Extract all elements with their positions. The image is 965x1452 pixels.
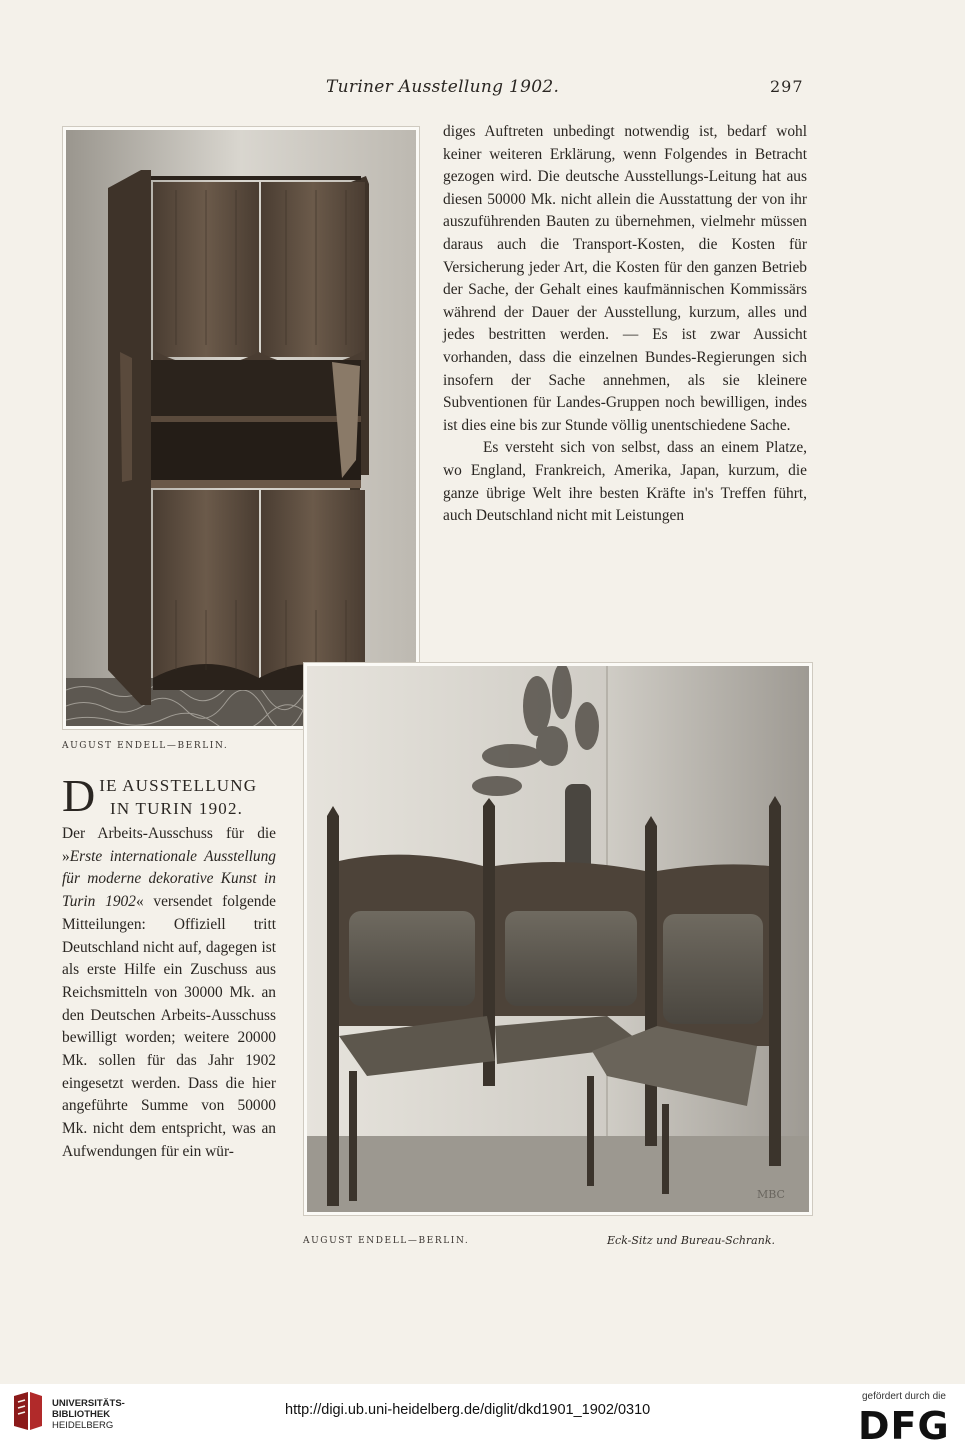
library-name bbox=[52, 1398, 125, 1431]
dfg-logo: DFG bbox=[858, 1404, 950, 1448]
library-line: HEIDELBERG bbox=[52, 1420, 114, 1431]
heading-line-2: IN TURIN 1902. bbox=[110, 799, 244, 818]
article-heading bbox=[62, 770, 276, 821]
library-line: BIBLIOTHEK bbox=[52, 1409, 111, 1420]
funding-label: gefördert durch die bbox=[862, 1391, 946, 1402]
paragraph bbox=[62, 823, 276, 1164]
corner-seat-caption-title: Eck-Sitz und Bureau-Schrank. bbox=[607, 1234, 775, 1247]
text-span: Der Arbeits-Ausschuss für die » bbox=[62, 825, 276, 865]
drop-cap: D bbox=[62, 770, 96, 821]
heading-line-1: IE AUSSTELLUNG bbox=[99, 776, 258, 795]
page-number: 297 bbox=[770, 77, 804, 96]
paragraph: diges Auftreten unbedingt notwendig ist, bedarf wohl keiner weiteren Erklärung, wenn Folgendes in Betracht gezogen wird. Die deutsche Ausstellungs-Leitung hat aus diesen 50000 Mk. nicht allein die Ausstattung der von ihr auszuführenden Bauten zu übernehmen, vielmehr müssen daraus auch die Transport-Kosten, die Kosten für Versicherung jeder Art, die Kosten für den ganzen Betrieb der Sache, der Gehalt eines kaufmännischen Kommissärs während der Dauer der Ausstellung, kurzum, alles und jedes bestritten werden. — Es ist zwar Aussicht vorhanden, dass die einzelnen Bundes-Regierungen sich insofern der Sache annehmen, als sie kleinere Subventionen für Landes-Gruppen noch bewilligen, indes ist dies eine bis zur Stunde völlig unentschiedene Sache. bbox=[443, 123, 807, 434]
right-column-text bbox=[443, 121, 807, 528]
paragraph: Es versteht sich von selbst, dass an einem Platze, wo England, Frankreich, Amerika, Japan, kurzum, die ganze übrige Welt ihre besten Kräfte in's Treffen führt, auch Deutschland nicht mit Leistungen bbox=[443, 439, 807, 525]
cabinet-caption: AUGUST ENDELL—BERLIN. bbox=[62, 741, 229, 751]
running-header-title: Turiner Ausstellung 1902. bbox=[326, 77, 560, 97]
text-span: « versendet folgende Mitteilungen: Offiziell tritt Deutschland nicht auf, dagegen ist als erste Hilfe ein Zuschuss aus Reichsmitteln von 30000 Mk. an den Deutschen Arbeits-Ausschuss bewilligt worden; weitere 20000 Mk. sollen für das Jahr 1902 eingesetzt werden. Dass die hier angeführte Summe von 50000 Mk. nicht dem entspricht, was an Aufwendungen für ein wür- bbox=[62, 893, 276, 1160]
library-logo-icon bbox=[10, 1390, 46, 1434]
corner-seat-figure bbox=[303, 662, 813, 1216]
photo-monogram: MBC bbox=[757, 1188, 785, 1201]
left-column-text bbox=[62, 823, 276, 1164]
source-url-link[interactable]: http://digi.ub.uni-heidelberg.de/diglit/dkd1901_1902/0310 bbox=[285, 1402, 651, 1418]
corner-seat-photo bbox=[307, 666, 809, 1212]
footer-bar bbox=[0, 1384, 965, 1452]
exhibition-title: Erste internationale Ausstellung für moderne dekorative Kunst in Turin 1902 bbox=[62, 847, 276, 911]
cabinet-figure bbox=[62, 126, 420, 730]
cabinet-photo bbox=[66, 130, 416, 726]
library-line: UNIVERSITÄTS- bbox=[52, 1398, 125, 1409]
corner-seat-caption-author: AUGUST ENDELL—BERLIN. bbox=[303, 1236, 470, 1246]
